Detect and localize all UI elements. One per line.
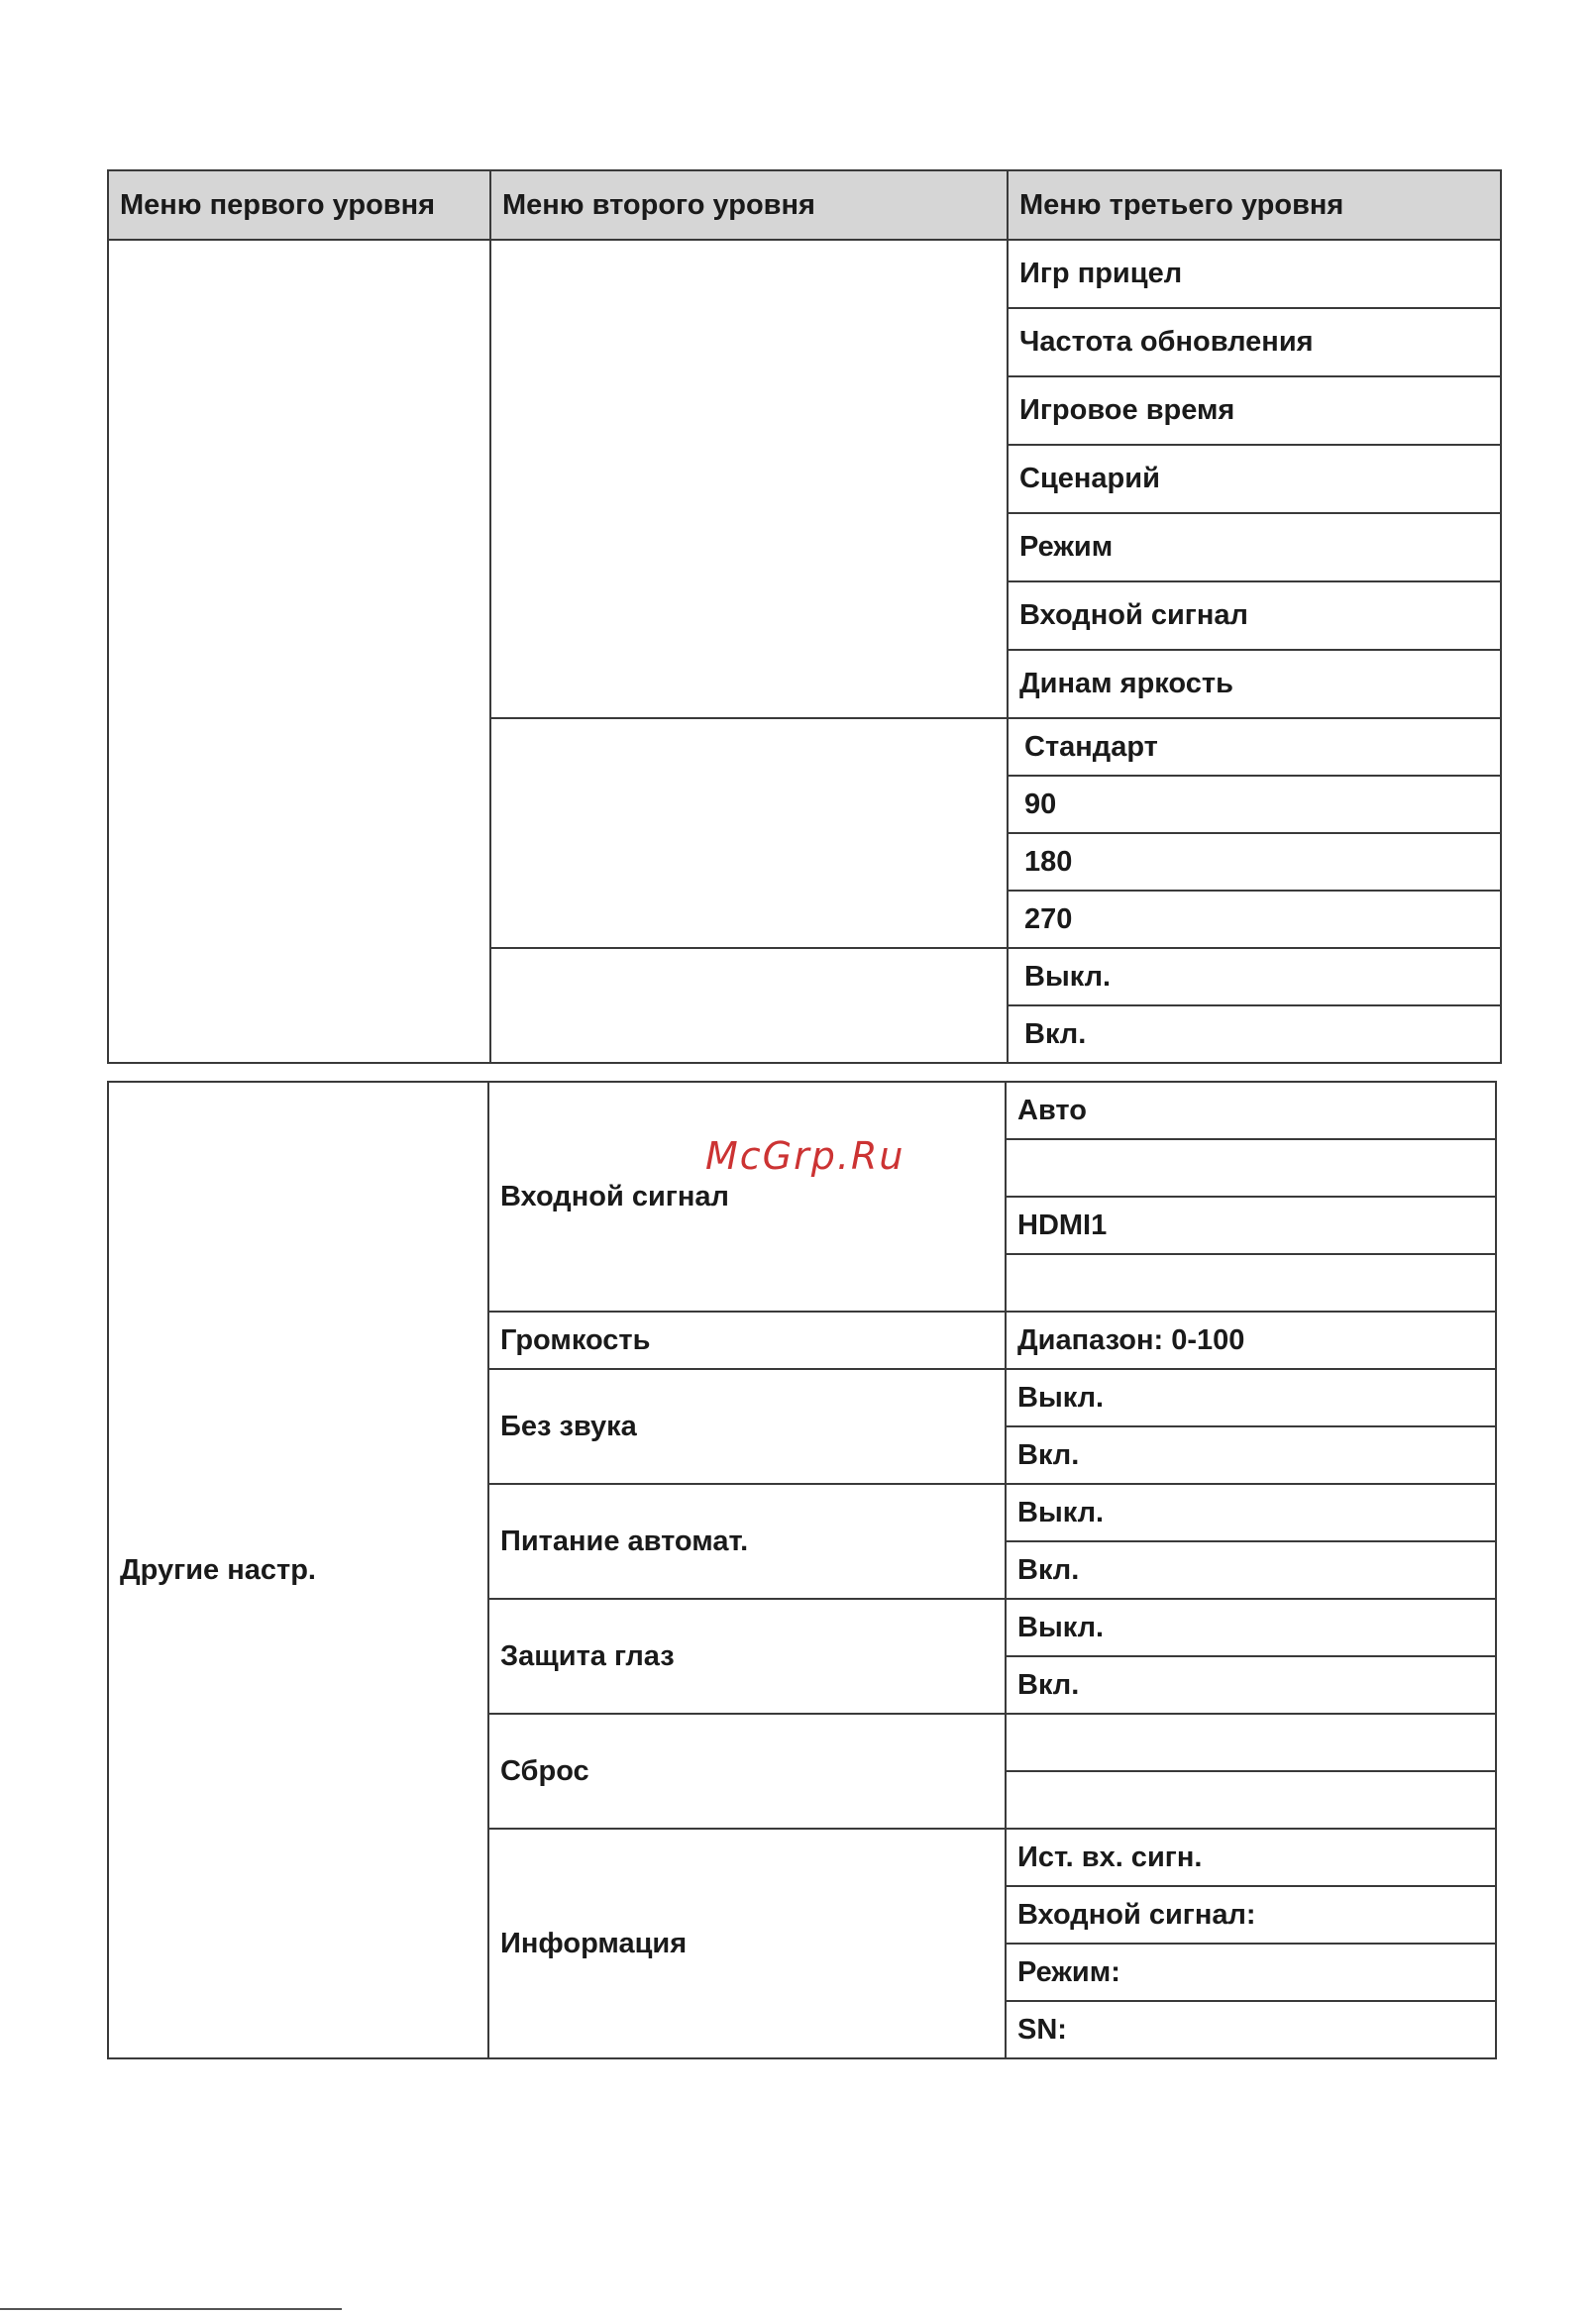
level2-reset: Сброс bbox=[488, 1714, 1006, 1829]
level3-item: 180 bbox=[1008, 833, 1501, 891]
level3-item: Вкл. bbox=[1006, 1656, 1496, 1714]
level3-item: Выкл. bbox=[1006, 1369, 1496, 1426]
level2-input-signal: Входной сигнал bbox=[488, 1082, 1006, 1312]
level3-item: 90 bbox=[1008, 776, 1501, 833]
header-row bbox=[108, 170, 1501, 240]
level3-item: Вкл. bbox=[1006, 1541, 1496, 1599]
level3-item: 270 bbox=[1008, 891, 1501, 948]
table-row bbox=[108, 240, 1501, 308]
level3-item: SN: bbox=[1006, 2001, 1496, 2058]
header-level3: Меню третьего уровня bbox=[1008, 170, 1501, 240]
level2-information: Информация bbox=[488, 1829, 1006, 2058]
menu-table-part1 bbox=[107, 169, 1502, 1064]
level3-item: Игровое время bbox=[1008, 376, 1501, 445]
level3-item: Сценарий bbox=[1008, 445, 1501, 513]
level3-item: Диапазон: 0-100 bbox=[1006, 1312, 1496, 1369]
level3-item: Выкл. bbox=[1006, 1484, 1496, 1541]
footer-rule bbox=[0, 2308, 342, 2310]
watermark: McGrp.Ru bbox=[705, 1134, 905, 1178]
level3-item: Вкл. bbox=[1008, 1005, 1501, 1063]
level2-eye-protect: Защита глаз bbox=[488, 1599, 1006, 1714]
level3-item: Динам яркость bbox=[1008, 650, 1501, 718]
level3-item: Входной сигнал bbox=[1008, 581, 1501, 650]
level3-item: Выкл. bbox=[1008, 948, 1501, 1005]
level3-item bbox=[1006, 1139, 1496, 1197]
level2-auto-power: Питание автомат. bbox=[488, 1484, 1006, 1599]
level3-item bbox=[1006, 1254, 1496, 1312]
header-level1: Меню первого уровня bbox=[108, 170, 490, 240]
header-level2: Меню второго уровня bbox=[490, 170, 1008, 240]
level3-item: Выкл. bbox=[1006, 1599, 1496, 1656]
level1-other-settings: Другие настр. bbox=[108, 1082, 488, 2058]
level2-cell-empty bbox=[490, 240, 1008, 718]
table-row bbox=[108, 1082, 1496, 1139]
level2-volume: Громкость bbox=[488, 1312, 1006, 1369]
level3-item bbox=[1006, 1771, 1496, 1829]
level3-item: Стандарт bbox=[1008, 718, 1501, 776]
level2-cell-empty bbox=[490, 718, 1008, 948]
level3-item: Авто bbox=[1006, 1082, 1496, 1139]
level1-cell-empty bbox=[108, 240, 490, 1063]
level2-cell-empty bbox=[490, 948, 1008, 1063]
level3-item bbox=[1006, 1714, 1496, 1771]
level3-item: Частота обновления bbox=[1008, 308, 1501, 376]
level3-item: Игр прицел bbox=[1008, 240, 1501, 308]
level3-item: Режим bbox=[1008, 513, 1501, 581]
level2-mute: Без звука bbox=[488, 1369, 1006, 1484]
level3-item: Режим: bbox=[1006, 1944, 1496, 2001]
level3-item: Входной сигнал: bbox=[1006, 1886, 1496, 1944]
menu-table-part2 bbox=[107, 1081, 1497, 2059]
level3-item: Ист. вх. сигн. bbox=[1006, 1829, 1496, 1886]
level3-item: Вкл. bbox=[1006, 1426, 1496, 1484]
level3-item: HDMI1 bbox=[1006, 1197, 1496, 1254]
